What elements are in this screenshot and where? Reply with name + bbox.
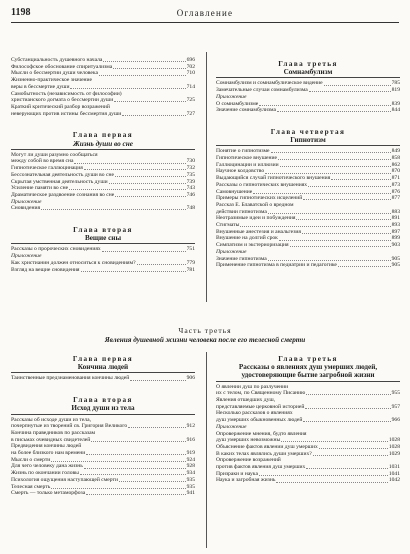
toc-entry-title: Гипнотическое галлюцинация: [11, 165, 83, 172]
toc-entry-page: 710: [186, 70, 195, 77]
toc-entry-title: на более близкого нам времени: [11, 450, 86, 457]
toc-entry-page: 748: [186, 205, 195, 212]
toc-list-chap7: [216, 384, 400, 424]
right-column-upper: [216, 60, 400, 269]
toc-entry: [11, 57, 195, 64]
toc-entry-title: Явления отшедших душ,: [216, 397, 276, 404]
leader-dots: [109, 183, 186, 184]
toc-entry-page: 877: [391, 195, 400, 202]
toc-entry-page: 1028: [388, 437, 400, 444]
leader-dots: [70, 88, 185, 89]
toc-list-chap2: [11, 246, 195, 253]
toc-entry: [216, 87, 400, 94]
toc-entry-page: 957: [391, 403, 400, 410]
toc-entry-page: 1041: [388, 470, 400, 477]
toc-entry: [216, 390, 400, 397]
toc-entry-title: Объяснение фактов явлении душ умерших: [216, 443, 318, 450]
leader-dots: [51, 461, 185, 462]
chapter-heading: [216, 128, 400, 146]
toc-entry-title: В каких телах являлись души умерших?: [216, 450, 312, 457]
toc-entry-page: 785: [391, 80, 400, 87]
toc-entry-title: Субстанциальность душевного начала: [11, 57, 103, 63]
leader-dots: [303, 421, 390, 422]
leader-dots: [80, 474, 186, 475]
toc-list-top-left: [11, 57, 195, 117]
toc-entry-page: 1028: [388, 443, 400, 450]
toc-entry: [216, 242, 400, 249]
part-number: Часть третья: [178, 326, 232, 335]
chapter-number: Глава третья: [278, 60, 338, 68]
toc-list-chap4: [216, 148, 400, 249]
toc-entry-page: 935: [186, 476, 195, 483]
leader-dots: [137, 264, 186, 265]
toc-entry-title: Призраки и наука: [216, 470, 258, 477]
toc-entry: [11, 477, 195, 484]
leader-dots: [84, 468, 186, 469]
toc-entry-title: Рассказ Е. Блаватской о вредном: [216, 201, 294, 208]
toc-entry-title: Как христианин должен относиться к сновидениям?: [11, 259, 136, 266]
leader-dots: [240, 226, 390, 227]
toc-entry: [11, 205, 195, 212]
toc-entry-title: почерпнутые из творений св. Григория Великого: [11, 423, 128, 430]
toc-entry: [216, 155, 400, 162]
leader-dots: [278, 159, 391, 160]
chapter-title: Вещие сны: [84, 234, 122, 243]
toc-entry-title: Для чего человеку дана жизнь: [11, 463, 83, 470]
leader-dots: [253, 193, 390, 194]
toc-entry-page: 732: [186, 165, 195, 172]
leader-dots: [259, 105, 390, 106]
toc-entry-page: 928: [186, 463, 195, 470]
leader-dots: [91, 441, 185, 442]
toc-entry-page: 891: [391, 215, 400, 222]
toc-entry: [216, 215, 400, 222]
leader-dots: [99, 75, 186, 76]
toc-entry-page: 746: [186, 191, 195, 198]
toc-entry: [11, 457, 195, 464]
toc-entry-title: Несколько рассказов о явлениях: [216, 410, 293, 417]
leader-dots: [319, 448, 388, 449]
leader-dots: [268, 260, 391, 261]
leader-dots: [119, 481, 186, 482]
toc-entry-title: Телесная смерть: [11, 483, 51, 490]
toc-entry-page: 727: [186, 110, 195, 117]
leader-dots: [313, 455, 388, 456]
toc-entry: [216, 235, 400, 242]
toc-entry-title: Внушенные анестезия и анальгезия: [216, 228, 301, 235]
toc-entry-title: Выдающийся случай гипнотического внушения: [216, 175, 331, 182]
toc-entry-title: Драматическое раздвоение сознания во сне: [11, 191, 115, 198]
toc-entry-page: 743: [186, 185, 195, 192]
leader-dots: [259, 475, 388, 476]
toc-entry-title: Взгляд на вещие сновидения: [11, 266, 80, 273]
chapter-rule: [11, 243, 195, 244]
chapter-number: Глава вторая: [73, 396, 133, 405]
toc-entry-title: Галлюцинации и иллюзии: [216, 161, 279, 168]
toc-entry: [216, 202, 400, 209]
toc-entry-page: 819: [391, 87, 400, 94]
toc-entry-page: 1042: [388, 477, 400, 484]
toc-entry-title: между собой во время сна: [11, 158, 74, 165]
chapter-rule: [216, 381, 400, 382]
chapter-number: Глава первая: [72, 355, 134, 363]
toc-entry-title: Жизнь по окончании головы: [11, 470, 79, 477]
toc-entry-page: 1031: [388, 464, 400, 471]
toc-entry-title: действии гипнотизма: [216, 208, 267, 215]
leader-dots: [277, 111, 391, 112]
toc-entry: [11, 192, 195, 199]
chapter-number: Глава четвертая: [270, 127, 346, 136]
leader-dots: [308, 186, 391, 187]
leader-dots: [268, 213, 391, 214]
chapter-rule: [216, 145, 400, 146]
toc-list-chap5: [11, 375, 195, 382]
toc-entry-title: неверующих против истины бессмертия души: [11, 110, 122, 117]
toc-entry: [216, 262, 400, 269]
toc-entry: [216, 256, 400, 263]
toc-entry-title: Усиление памяти во сне: [11, 185, 69, 192]
toc-entry-title: Самовнушение: [216, 188, 253, 195]
leader-dots: [113, 68, 185, 69]
toc-list-chap3-app: [216, 101, 400, 114]
toc-list-chap6: [11, 417, 195, 497]
toc-entry-title: против фактов явления душ умерших: [216, 464, 306, 471]
toc-entry-title: Симпатизм и экстериоризация: [216, 242, 289, 249]
toc-entry-title: Психология ощущения наступающей смерти: [11, 476, 118, 483]
toc-entry-page: 696: [186, 57, 195, 63]
leader-dots: [276, 482, 387, 483]
toc-entry: [216, 431, 400, 438]
toc-entry-page: 858: [391, 155, 400, 162]
toc-entry-page: 725: [186, 97, 195, 104]
toc-entry-page: 941: [186, 490, 195, 497]
leader-dots: [41, 209, 186, 210]
toc-entry: [11, 246, 195, 253]
toc-entry-title: Жизненно-практическое значение: [11, 77, 93, 84]
toc-entry-title: Стигматы: [216, 222, 240, 229]
part-title: Явления душевной жизни человека после его телесной смерти: [104, 336, 306, 344]
toc-entry-title: Значение сомнамбулизма: [216, 107, 277, 114]
toc-entry: [216, 182, 400, 189]
toc-entry-page: 849: [391, 148, 400, 155]
toc-list-chap2-app: [11, 260, 195, 273]
leader-dots: [306, 468, 388, 469]
toc-entry: [216, 404, 400, 411]
chapter-heading: [216, 60, 400, 78]
toc-entry-page: 905: [391, 255, 400, 262]
toc-entry-page: 893: [391, 222, 400, 229]
leader-dots: [130, 380, 185, 381]
toc-entry-page: 873: [391, 181, 400, 188]
toc-entry-title: Замечательные случаи сомнамбулизма: [216, 87, 308, 94]
toc-entry-title: душ умерших невозможны: [216, 437, 281, 444]
toc-entry-page: 714: [186, 83, 195, 90]
chapter-number: Глава третья: [278, 355, 338, 363]
toc-entry-page: 739: [186, 178, 195, 185]
toc-entry-page: 935: [186, 483, 195, 490]
toc-entry-page: 871: [391, 175, 400, 182]
toc-entry-title: Сомнамбулизм и сомнамбулическое видение: [216, 80, 323, 87]
leader-dots: [115, 196, 185, 197]
chapter-rule: [11, 149, 195, 150]
chapter-heading: [11, 355, 195, 373]
toc-entry-title: О явлении душ по разлучении: [216, 383, 289, 390]
left-column-lower: [11, 355, 195, 497]
toc-entry-title: Философское обоснование спиритуализма: [11, 63, 113, 70]
toc-entry-page: 966: [391, 417, 400, 424]
toc-entry-title: их с телом, по Священному Писанию: [216, 390, 306, 397]
toc-list-chap4-app: [216, 256, 400, 269]
toc-entry-page: 735: [186, 171, 195, 178]
leader-dots: [338, 266, 391, 267]
toc-list-chap1: [11, 152, 195, 199]
toc-entry-page: 912: [186, 423, 195, 430]
toc-entry-title: О сомнамбулизме: [216, 100, 259, 107]
toc-entry: [216, 437, 400, 444]
toc-entry: [11, 111, 195, 118]
toc-entry-title: христианского догмата о бессмертии души: [11, 97, 114, 104]
toc-entry-title: Смерть — только метаморфоза: [11, 490, 86, 497]
leader-dots: [279, 240, 391, 241]
toc-entry-title: Бессознательная деятельность души во сне: [11, 171, 114, 178]
toc-entry-title: Опровержение мнения, будто явления: [216, 430, 307, 437]
toc-entry-title: Научное колдовство: [216, 168, 265, 175]
toc-entry-title: Применение гипнотизма в педиатрии и педагогике: [216, 262, 337, 269]
toc-entry: [11, 490, 195, 497]
toc-entry-title: представляемые церковной историей: [216, 403, 305, 410]
toc-entry: [216, 444, 400, 451]
toc-entry-title: Примеры гипнотических исцелений: [216, 195, 303, 202]
leader-dots: [290, 246, 391, 247]
toc-entry: [216, 397, 400, 404]
chapter-number: Глава первая: [72, 131, 134, 140]
chapter-heading: [11, 396, 195, 414]
toc-entry: [11, 430, 195, 437]
toc-entry-title: Опровержение возражений: [216, 457, 281, 464]
toc-entry: [11, 84, 195, 91]
appendix-label: Приложение: [11, 253, 42, 260]
leader-dots: [74, 163, 185, 164]
toc-entry-title: Наука и загробная жизнь: [216, 477, 276, 484]
toc-entry-title: Самобытность (независимость от философии): [11, 90, 122, 97]
header-rule: [11, 22, 399, 23]
toc-entry: [11, 179, 195, 186]
toc-entry-title: Значение гипнотизма: [216, 255, 267, 262]
toc-entry: [216, 477, 400, 484]
toc-entry-title: Неотразимые идеи и побуждения: [216, 215, 296, 222]
toc-entry: [11, 70, 195, 77]
toc-entry: [216, 148, 400, 155]
left-column-upper: [11, 57, 195, 273]
chapter-title: Кончина людей: [77, 363, 129, 372]
leader-dots: [84, 169, 186, 170]
leader-dots: [103, 61, 185, 62]
chapter-title: Жизнь души во сне: [73, 139, 133, 148]
leader-dots: [51, 488, 185, 489]
toc-entry-page: 870: [391, 168, 400, 175]
toc-entry-title: Мысли о смерти: [11, 456, 51, 463]
toc-entry-title: Гипнотическое внушение: [216, 155, 277, 162]
appendix-label: Приложение: [11, 198, 42, 205]
leader-dots: [305, 408, 390, 409]
toc-entry-title: душ умерших обыкновенных людей: [216, 417, 303, 424]
toc-entry-title: Внушение на долгий срок: [216, 235, 278, 242]
toc-entry-page: 905: [391, 262, 400, 269]
toc-entry: [11, 375, 195, 382]
toc-entry: [11, 165, 195, 172]
appendix-label: Приложение: [216, 93, 247, 100]
leader-dots: [122, 115, 185, 116]
toc-entry-title: Мысли о бессмертии души человека: [11, 70, 98, 77]
toc-entry: [216, 107, 400, 114]
toc-entry-page: 781: [186, 266, 195, 273]
chapter-heading: [216, 355, 400, 382]
toc-entry: [11, 158, 195, 165]
toc-list-chap7-app: [216, 431, 400, 485]
leader-dots: [81, 271, 186, 272]
toc-entry-page: 862: [391, 161, 400, 168]
toc-entry: [11, 185, 195, 192]
toc-entry-page: 839: [391, 100, 400, 107]
chapter-rule: [216, 77, 400, 78]
page-number: 1198: [11, 7, 31, 18]
toc-entry-page: 883: [391, 208, 400, 215]
leader-dots: [303, 199, 390, 200]
toc-entry-title: в письмах очевидных свидетелей: [11, 436, 91, 443]
toc-entry: [11, 260, 195, 267]
toc-entry-page: 924: [186, 456, 195, 463]
toc-entry-page: 899: [391, 235, 400, 242]
toc-entry: [11, 97, 195, 104]
toc-entry-title: Рассказы о гипнотических внушениях: [216, 181, 308, 188]
toc-entry-page: 955: [391, 390, 400, 397]
toc-entry-title: Предвидения кончины людей: [11, 443, 82, 450]
leader-dots: [296, 219, 390, 220]
toc-entry: [216, 175, 400, 182]
toc-entry-page: 1029: [388, 450, 400, 457]
leader-dots: [271, 152, 391, 153]
toc-entry: [11, 172, 195, 179]
leader-dots: [86, 494, 185, 495]
toc-entry-page: 916: [186, 436, 195, 443]
leader-dots: [306, 394, 390, 395]
toc-entry: [11, 423, 195, 430]
toc-entry: [11, 77, 195, 84]
toc-entry-page: 906: [186, 375, 195, 382]
chapter-rule: [11, 414, 195, 415]
toc-entry-title: Краткий критический разбор возражений: [11, 103, 110, 110]
leader-dots: [265, 173, 390, 174]
chapter-number: Глава вторая: [73, 226, 133, 235]
toc-entry-page: 779: [186, 259, 195, 266]
appendix-label: Приложение: [216, 423, 247, 430]
chapter-title: Исход души из тела: [71, 404, 135, 413]
leader-dots: [324, 85, 391, 86]
column-divider-bottom: [206, 352, 207, 548]
leader-dots: [331, 179, 390, 180]
leader-dots: [69, 189, 186, 190]
part-heading: [11, 326, 399, 344]
toc-entry: [11, 470, 195, 477]
toc-entry-page: 751: [186, 246, 195, 253]
column-divider-top: [206, 52, 207, 302]
toc-list-chap1-app: [11, 205, 195, 212]
toc-entry: [11, 267, 195, 274]
toc-entry-title: веры в бессмертие души: [11, 83, 70, 90]
toc-entry-title: Кончина праведников по рассказам: [11, 429, 96, 436]
toc-entry: [216, 195, 400, 202]
toc-entry-page: 934: [186, 470, 195, 477]
toc-entry-title: Таинственные предзнаменования кончины людей: [11, 375, 130, 382]
chapter-heading: [11, 131, 195, 149]
appendix-label: Приложение: [216, 248, 247, 255]
toc-entry: [216, 464, 400, 471]
chapter-title: Сомнамбулизм: [283, 68, 333, 77]
toc-entry-title: Сновидения: [11, 205, 41, 212]
page-header: [11, 7, 399, 19]
toc-list-chap3: [216, 80, 400, 93]
chapter-rule: [11, 372, 195, 373]
leader-dots: [86, 454, 185, 455]
chapter-title: Рассказы о явлениях душ умерших людей, удостоверяющие бытие загробной жизни: [238, 363, 378, 380]
toc-entry-page: 903: [391, 242, 400, 249]
toc-entry-page: 897: [391, 228, 400, 235]
toc-entry: [216, 417, 400, 424]
toc-entry-page: 702: [186, 63, 195, 70]
toc-entry-title: Понятие о гипнотизме: [216, 148, 270, 155]
leader-dots: [115, 176, 186, 177]
leader-dots: [302, 233, 391, 234]
leader-dots: [114, 101, 185, 102]
leader-dots: [102, 251, 186, 252]
toc-entry: [216, 384, 400, 391]
chapter-heading: [11, 226, 195, 244]
toc-entry-title: Скрытая умственная деятельность души: [11, 178, 108, 185]
toc-entry-page: 844: [391, 107, 400, 114]
toc-entry: [11, 463, 195, 470]
toc-entry-page: 876: [391, 188, 400, 195]
toc-entry-page: 730: [186, 158, 195, 165]
toc-entry-title: Могут ли души разумно сообщаться: [11, 151, 98, 158]
right-column-lower: [216, 355, 400, 484]
toc-entry: [11, 104, 195, 111]
running-title: Оглавление: [176, 8, 234, 18]
toc-entry: [11, 450, 195, 457]
toc-entry-title: Рассказы о пророческих сновидениях: [11, 246, 101, 253]
leader-dots: [280, 166, 391, 167]
leader-dots: [309, 91, 391, 92]
toc-entry: [216, 162, 400, 169]
leader-dots: [281, 441, 388, 442]
chapter-title: Гипнотизм: [290, 136, 326, 145]
leader-dots: [128, 427, 185, 428]
toc-entry-page: 919: [186, 450, 195, 457]
toc-entry-title: Рассказы об исходе души из тела,: [11, 416, 91, 423]
toc-entry: [216, 222, 400, 229]
